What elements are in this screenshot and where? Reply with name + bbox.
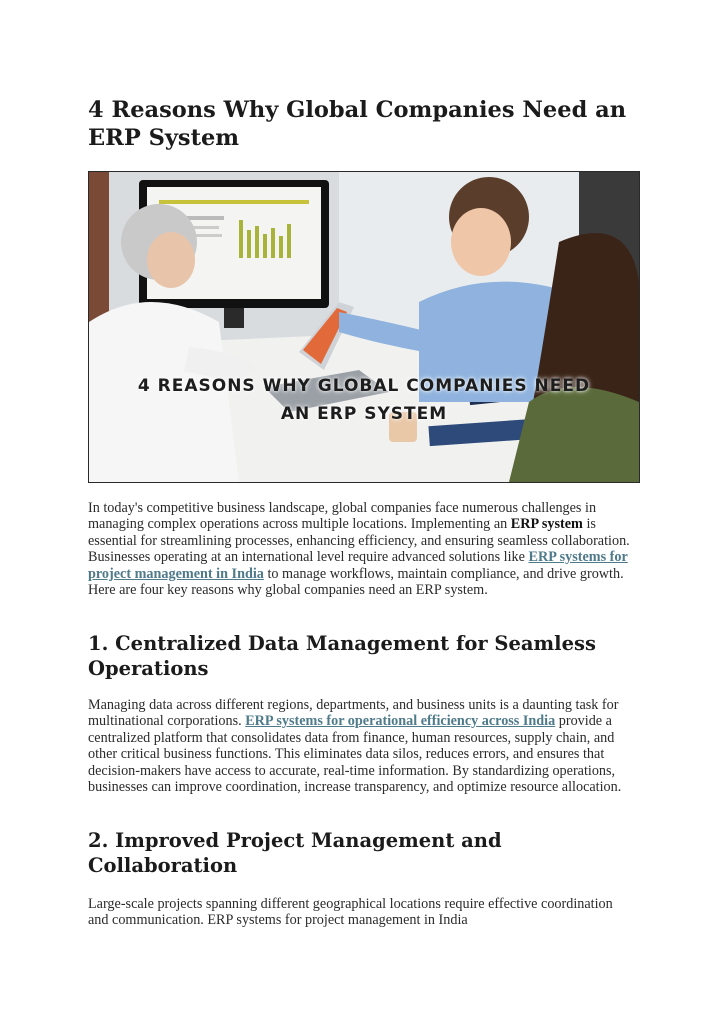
section-1-text-1: Managing data across different regions, departments, and business units is a daunting task for multinational corporations. xyxy=(88,697,619,730)
section-1-heading: 1. Centralized Data Management for Seamless Operations xyxy=(88,632,596,680)
hero-caption xyxy=(89,372,639,428)
page-title: 4 Reasons Why Global Companies Need an ERP System xyxy=(88,97,627,151)
link-erp-operational-efficiency[interactable]: ERP systems for operational efficiency across India xyxy=(245,713,556,730)
hero-caption-line-2: AN ERP SYSTEM xyxy=(280,404,448,424)
link-erp-project-management[interactable]: ERP systems for project management in India xyxy=(88,549,628,582)
section-2-paragraph: Large-scale projects spanning different geographical locations require effective coordination and communication. ERP systems for project management in India xyxy=(88,896,613,929)
intro-text-1: In today's competitive business landscape, global companies face numerous challenges in managing complex operations across multiple locations. Implementing an xyxy=(88,500,597,533)
intro-text-2: is essential for streamlining processes, enhancing efficiency, and ensuring seamless collaboration. Businesses operating at an international level require advanced solutions like xyxy=(88,516,630,566)
intro-paragraph xyxy=(88,500,636,598)
hero-image xyxy=(88,171,640,483)
intro-text-3: to manage workflows, maintain compliance, and drive growth. Here are four key reasons why global companies need an ERP system. xyxy=(88,565,624,599)
section-2-heading: 2. Improved Project Management and Collaboration xyxy=(88,829,502,877)
office-meeting-illustration xyxy=(89,172,639,482)
erp-system-bold: ERP system xyxy=(510,516,583,533)
section-1-text-2: provide a centralized platform that consolidates data from finance, human resources, supply chain, and other critical business functions. This eliminates data silos, reduces errors, and ensures that decision-makers have access to accurate, real-time information. By standardizing operations, businesses can improve coordination, increase transparency, and optimize resource allocation. xyxy=(88,713,622,796)
hero-caption-line-1: 4 REASONS WHY GLOBAL COMPANIES NEED xyxy=(137,376,591,396)
section-1-paragraph xyxy=(88,697,636,795)
